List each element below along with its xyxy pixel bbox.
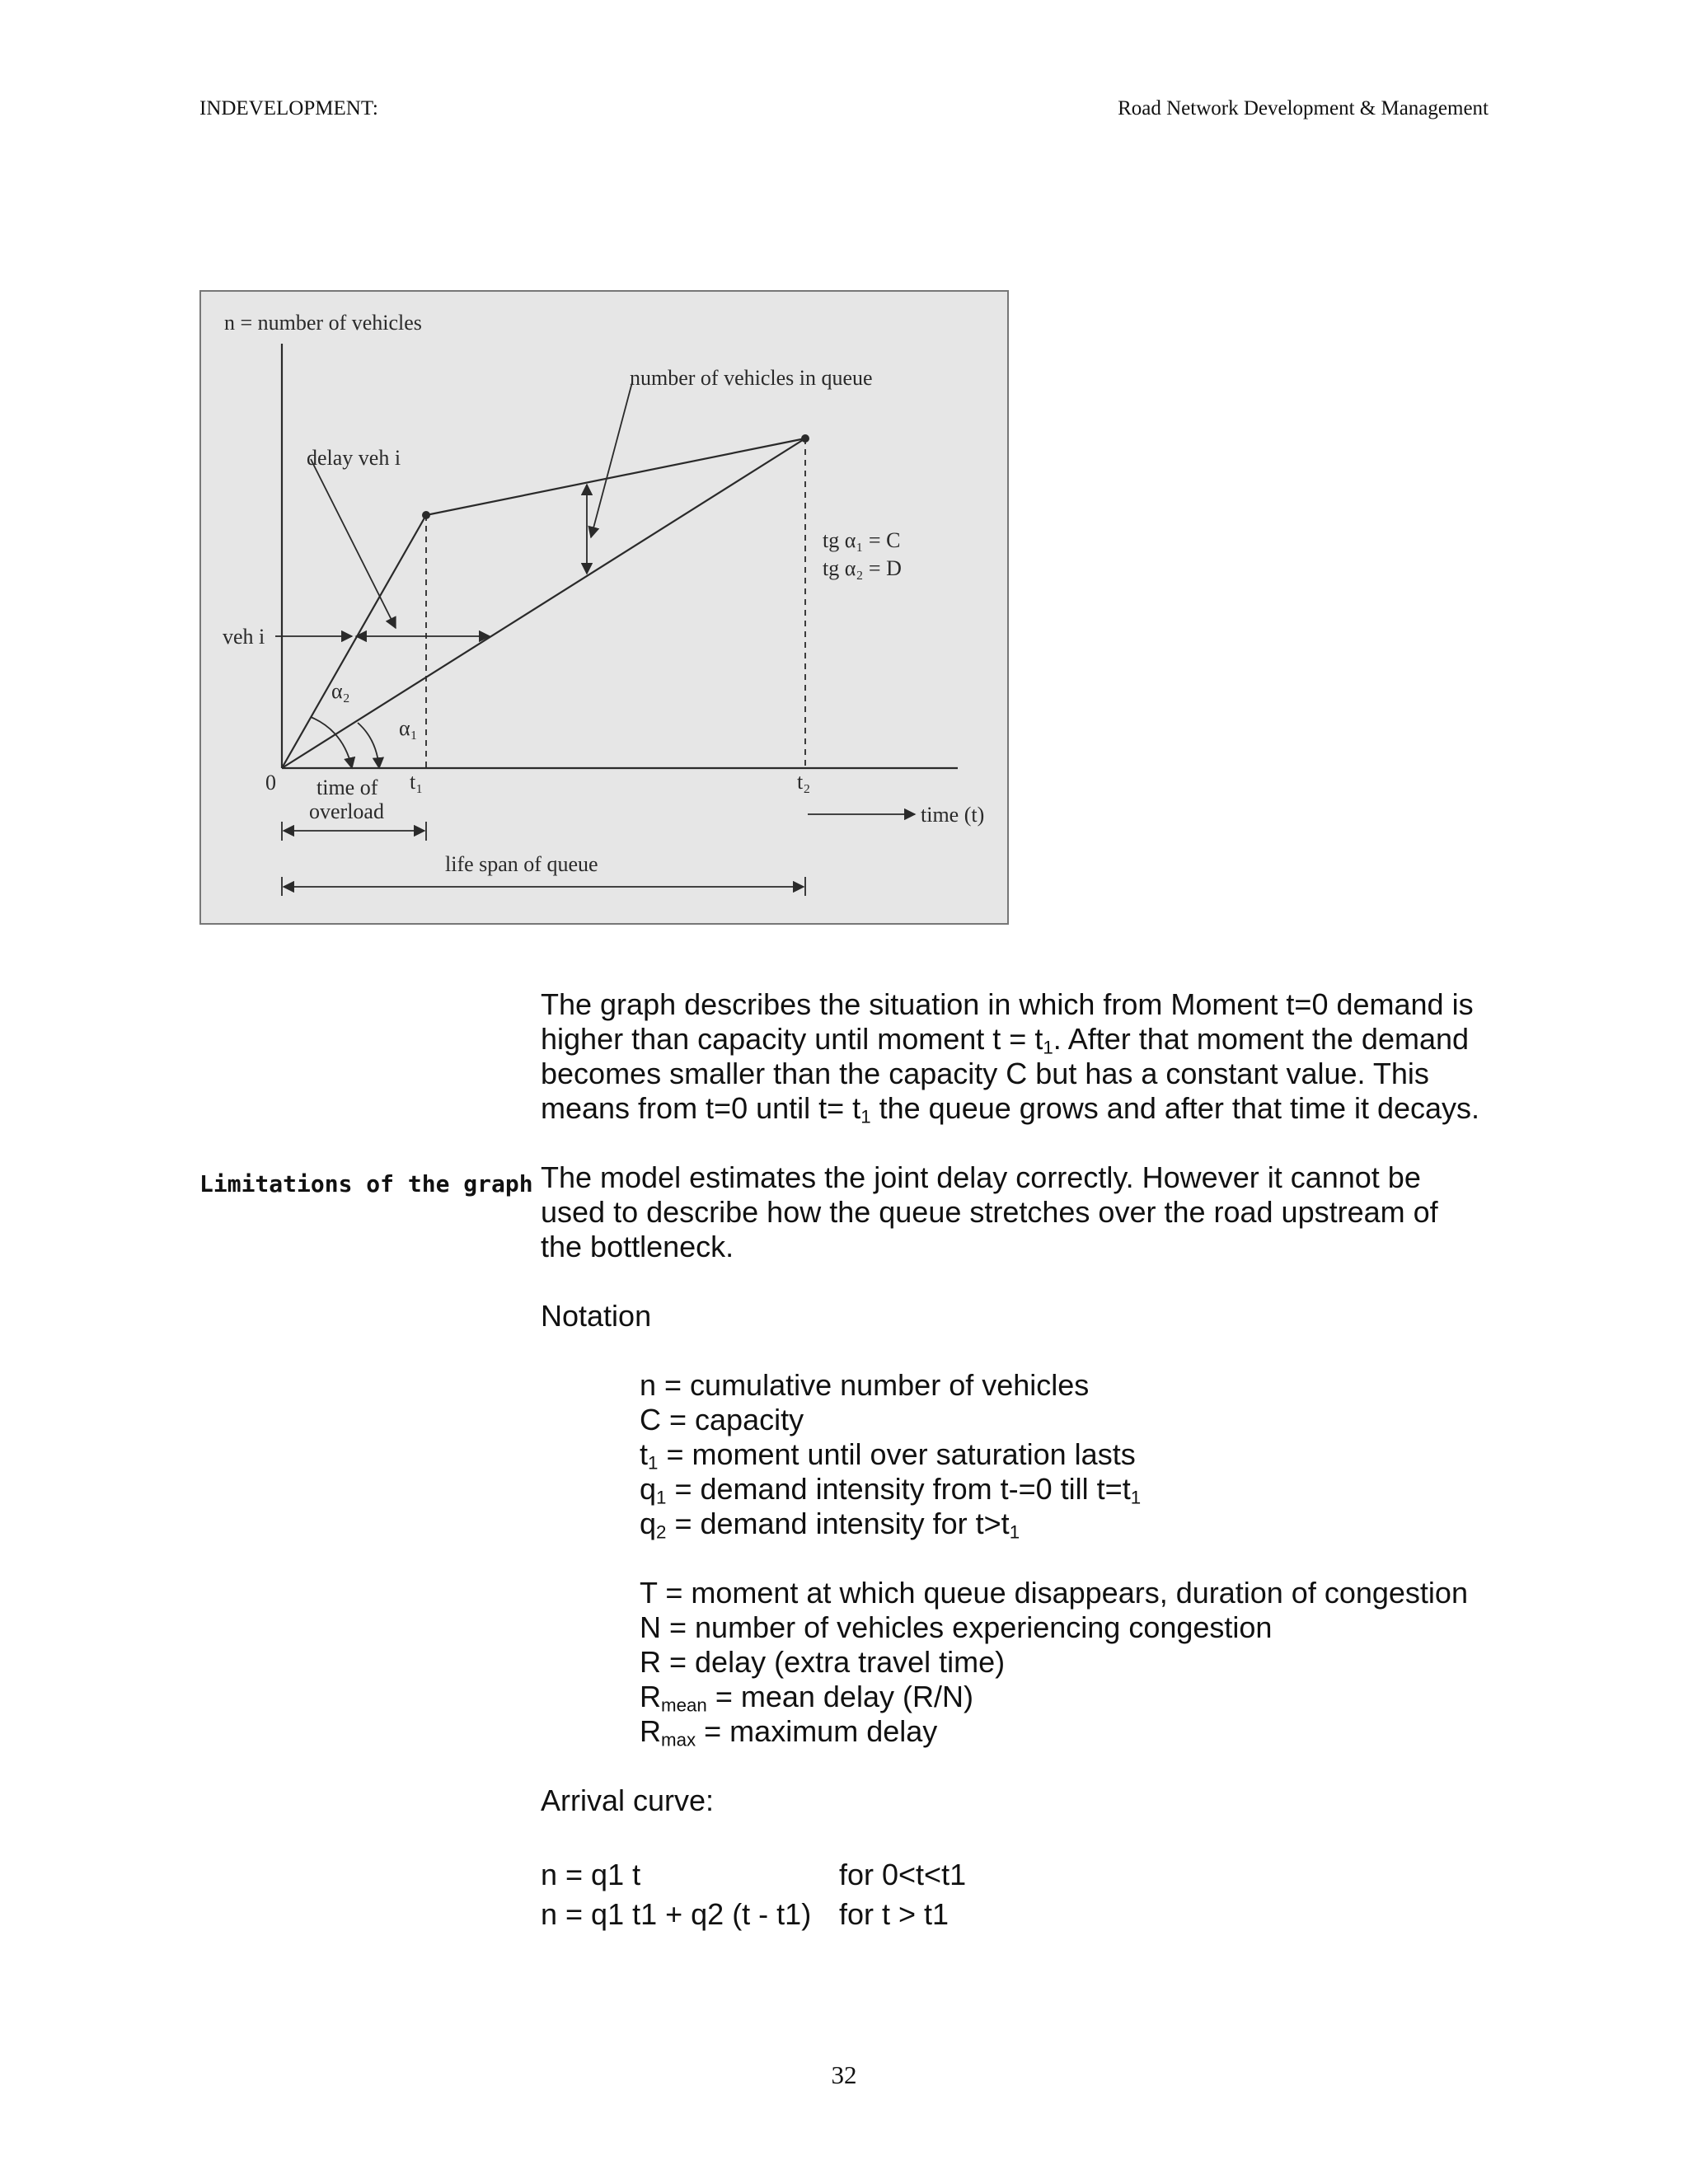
paragraph-line: higher than capacity until moment $t = t_1$. After that moment the demand: [541, 1022, 1470, 1058]
notation-item: C = capacity: [640, 1403, 804, 1436]
paragraph-line: The graph describes the situation in which from Moment t=0 demand is: [541, 987, 1474, 1021]
notation-item: T = moment at which queue disappears, duration of congestion: [640, 1576, 1468, 1610]
delay-label: delay veh i: [307, 446, 401, 470]
alpha1-label: α₁: [399, 716, 418, 740]
y-axis-label: n = number of vehicles: [224, 311, 422, 335]
notation-item: $t_1$ = moment until over saturation lasts: [640, 1437, 1136, 1474]
paragraph-line: becomes smaller than the capacity C but has a constant value. This: [541, 1057, 1429, 1090]
page-number: 32: [831, 2060, 857, 2089]
equation-1-right: for 0<t<t1: [839, 1858, 967, 1891]
paragraph-limitations: [541, 1160, 1530, 1264]
notation-list: [640, 1368, 1546, 1749]
notation-item: R = delay (extra travel time): [640, 1645, 1006, 1679]
overload-label-2: overload: [309, 799, 384, 823]
time-label: time (t): [921, 803, 985, 827]
notation-item: $q_2$ = demand intensity for $t>t_1$: [640, 1507, 1020, 1543]
notation-item: N = number of vehicles experiencing congestion: [640, 1610, 1273, 1644]
figure-background: [200, 291, 1008, 924]
notation-item: $R_{max}$ = maximum delay: [640, 1714, 938, 1750]
equation-2-left: n = q1 t1 + q2 (t - t1): [541, 1897, 812, 1931]
queue-diagram-figure: [199, 290, 1009, 925]
header-left: INDEVELOPMENT:: [199, 97, 378, 120]
paragraph-line: used to describe how the queue stretches over the road upstream of: [541, 1195, 1438, 1229]
paragraph-description: [541, 987, 1530, 1126]
arrival-heading: Arrival curve:: [541, 1783, 715, 1817]
paragraph-line: the bottleneck.: [541, 1230, 734, 1263]
equation-1-left: n = q1 t: [541, 1858, 641, 1891]
paragraph-line: The model estimates the joint delay correctly. However it cannot be: [541, 1160, 1421, 1194]
notation-item: $R_{mean}$ = mean delay (R/N): [640, 1680, 973, 1716]
alpha2-label: α₂: [331, 679, 350, 703]
queue-label: number of vehicles in queue: [630, 366, 873, 390]
origin-label: 0: [265, 771, 276, 794]
notation-item: n = cumulative number of vehicles: [640, 1368, 1090, 1402]
t2-label: t₂: [797, 770, 811, 794]
notation-item: $q_1$ = demand intensity from t-=0 till $t=t_1$: [640, 1472, 1142, 1508]
veh-i-label: veh i: [223, 625, 265, 649]
overload-label-1: time of: [316, 776, 378, 799]
limitations-label: Limitations of the graph: [199, 1170, 533, 1197]
header-right: Road Network Development & Management: [1118, 97, 1489, 120]
tg1-label: tg α₁ = C: [823, 528, 901, 552]
paragraph-line: means from t=0 until $t= t_1$ the queue grows and after that time it decays.: [541, 1091, 1480, 1127]
equation-2-right: for t > t1: [839, 1897, 950, 1931]
notation-heading: Notation: [541, 1299, 652, 1333]
t1-label: t₁: [410, 770, 424, 794]
tg2-label: tg α₂ = D: [823, 556, 902, 580]
lifespan-label: life span of queue: [445, 852, 598, 876]
